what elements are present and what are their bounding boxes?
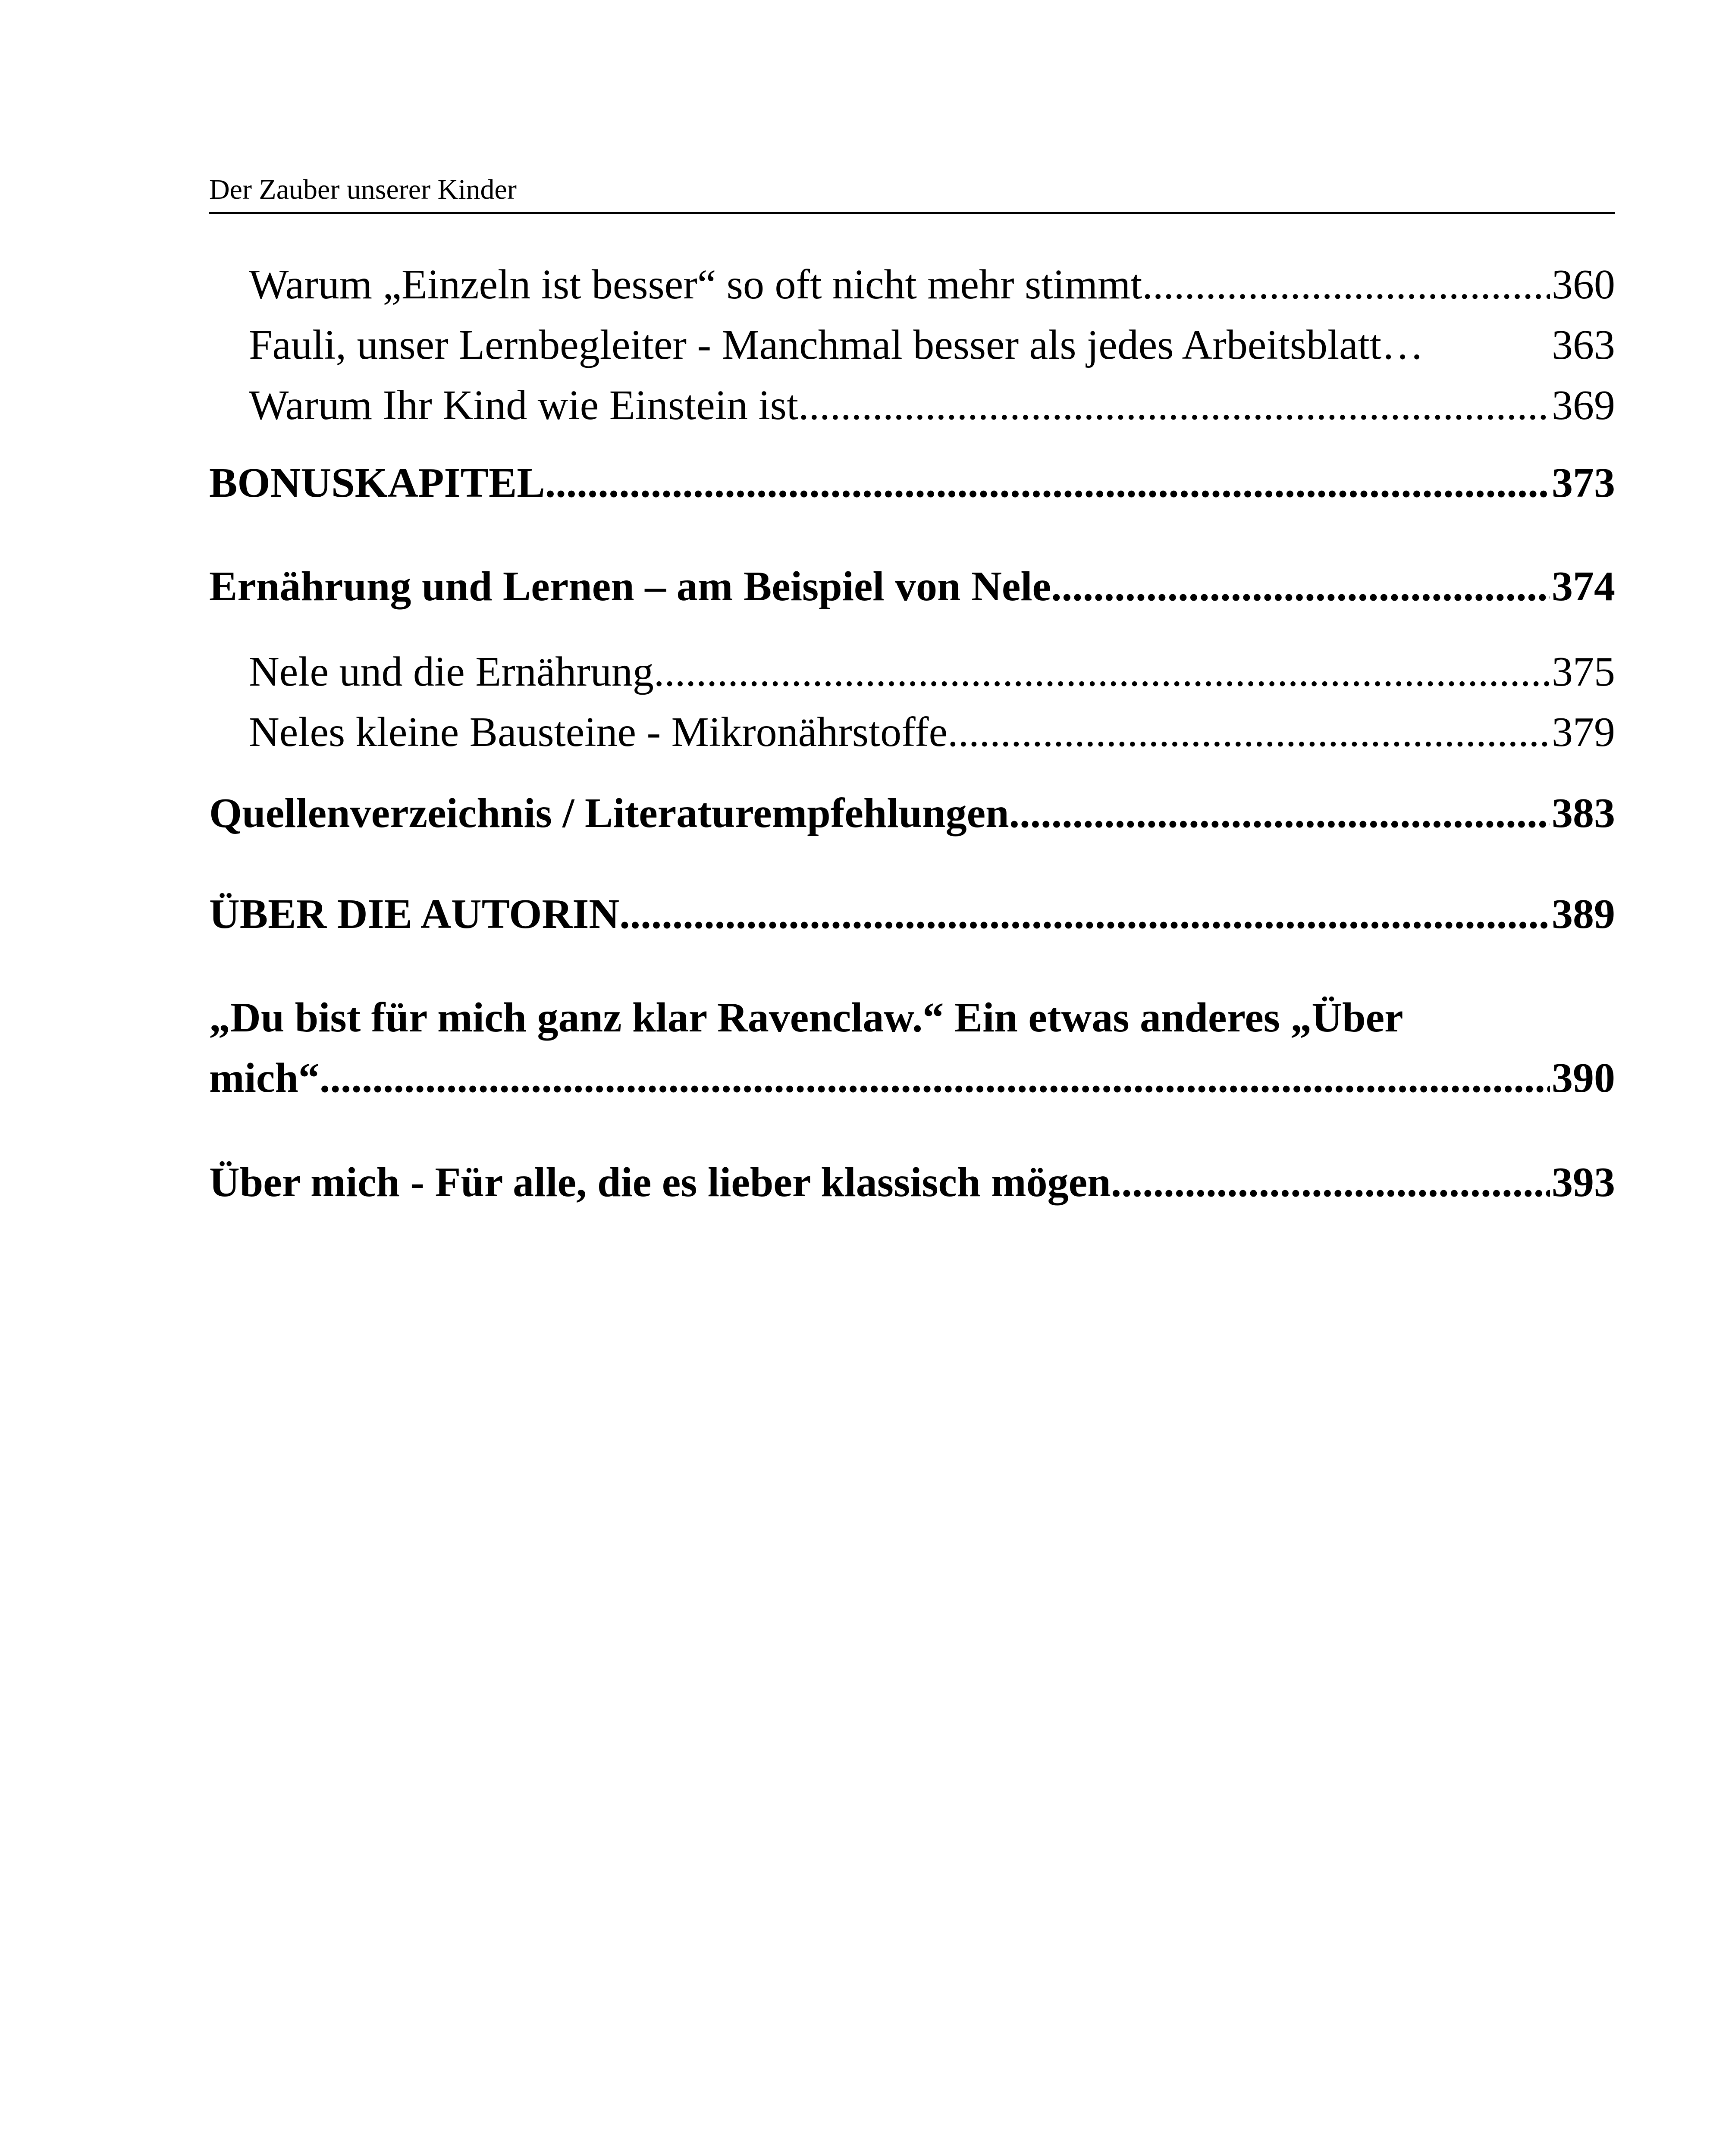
toc-entry[interactable]: [209, 1152, 1615, 1213]
toc-leader-dots: [545, 453, 1550, 513]
toc-leader-dots: [948, 702, 1550, 762]
toc-entry-page: 369: [1552, 382, 1615, 429]
toc-entry-page: 383: [1552, 790, 1615, 837]
toc-entry-title: Ernährung und Lernen – am Beispiel von Nele: [209, 556, 1051, 617]
toc-leader-dots: [1142, 254, 1550, 315]
toc-entry-page: 375: [1552, 649, 1615, 695]
toc-leader-dots: [1051, 556, 1550, 617]
toc-entry-title: Warum Ihr Kind wie Einstein ist: [249, 375, 798, 436]
toc-entry-title: Fauli, unser Lernbegleiter - Manchmal besser als jedes Arbeitsblatt: [249, 315, 1381, 375]
toc-entry-title: Neles kleine Bausteine - Mikronährstoffe: [249, 702, 948, 762]
toc-entry-title: Warum „Einzeln ist besser“ so oft nicht mehr stimmt: [249, 254, 1142, 315]
toc-leader-dots: [1009, 783, 1550, 843]
toc-entry-page: 389: [1552, 891, 1615, 937]
toc-entry-title-line1: „Du bist für mich ganz klar Ravenclaw.“ Ein etwas anderes „Über: [209, 994, 1403, 1041]
toc-entry-title: Über mich - Für alle, die es lieber klassisch mögen: [209, 1152, 1111, 1213]
toc-entry-page: 373: [1552, 460, 1615, 506]
toc-entry[interactable]: [209, 453, 1615, 513]
toc-leader-dots: [654, 642, 1550, 702]
toc-leader-dots: [1381, 315, 1550, 375]
toc-entry[interactable]: [209, 884, 1615, 944]
toc-leader-dots: [619, 884, 1550, 944]
toc-leader-dots: [1111, 1152, 1550, 1213]
toc-entry[interactable]: [249, 315, 1615, 375]
toc-entry[interactable]: [209, 987, 1615, 1108]
toc-entry-title: BONUSKAPITEL: [209, 453, 545, 513]
table-of-contents: [209, 0, 1615, 2156]
toc-entry[interactable]: [249, 642, 1615, 702]
toc-entry[interactable]: [249, 375, 1615, 436]
toc-entry-page: 393: [1552, 1159, 1615, 1206]
toc-entry-title: ÜBER DIE AUTORIN: [209, 884, 619, 944]
toc-entry-page: 379: [1552, 709, 1615, 755]
book-title: Der Zauber unserer Kinder: [209, 174, 517, 205]
toc-entry-page: 374: [1552, 563, 1615, 610]
toc-leader-dots: [798, 375, 1550, 436]
toc-entry-page: 363: [1552, 322, 1615, 368]
toc-entry-title: Quellenverzeichnis / Literaturempfehlungen: [209, 783, 1009, 843]
toc-entry[interactable]: [249, 254, 1615, 315]
toc-entry-page: 360: [1552, 261, 1615, 308]
toc-entry[interactable]: [209, 783, 1615, 843]
toc-entry[interactable]: [249, 702, 1615, 762]
toc-entry-title-line2: mich“: [209, 1048, 320, 1108]
toc-entry[interactable]: [209, 556, 1615, 617]
toc-leader-dots: [320, 1048, 1550, 1108]
toc-entry-title: Nele und die Ernährung: [249, 642, 654, 702]
toc-entry-page: 390: [1552, 1055, 1615, 1101]
